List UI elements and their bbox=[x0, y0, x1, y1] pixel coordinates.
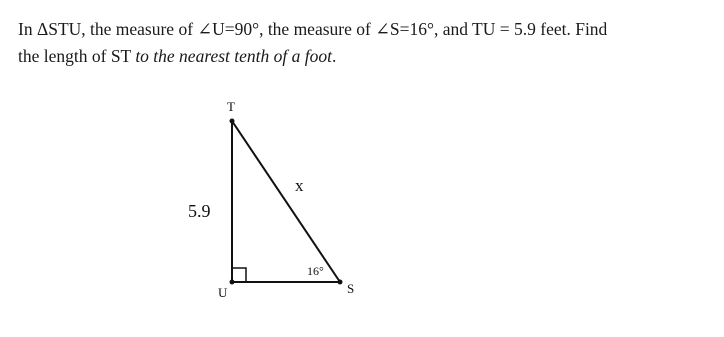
problem-line-2-suffix: . bbox=[332, 46, 337, 66]
right-angle-marker bbox=[232, 268, 246, 282]
problem-line-1: In ΔSTU, the measure of ∠U=90°, the measure of ∠S=16°, and TU = 5.9 feet. Find bbox=[18, 19, 608, 39]
vertex-U-label: U bbox=[218, 285, 228, 300]
side-TU-length-label: 5.9 bbox=[188, 201, 211, 221]
angle-S-label: 16° bbox=[307, 264, 324, 278]
vertex-T-dot bbox=[230, 119, 235, 124]
vertex-S-label: S bbox=[347, 281, 355, 296]
side-TS bbox=[232, 121, 340, 282]
problem-line-2-italic: to the nearest tenth of a foot bbox=[135, 46, 332, 66]
vertex-U-dot bbox=[230, 280, 235, 285]
hypotenuse-label: x bbox=[295, 176, 304, 195]
vertex-T-label: T bbox=[227, 99, 235, 114]
vertex-S-dot bbox=[338, 280, 343, 285]
problem-line-2-prefix: the length of ST bbox=[18, 46, 136, 66]
